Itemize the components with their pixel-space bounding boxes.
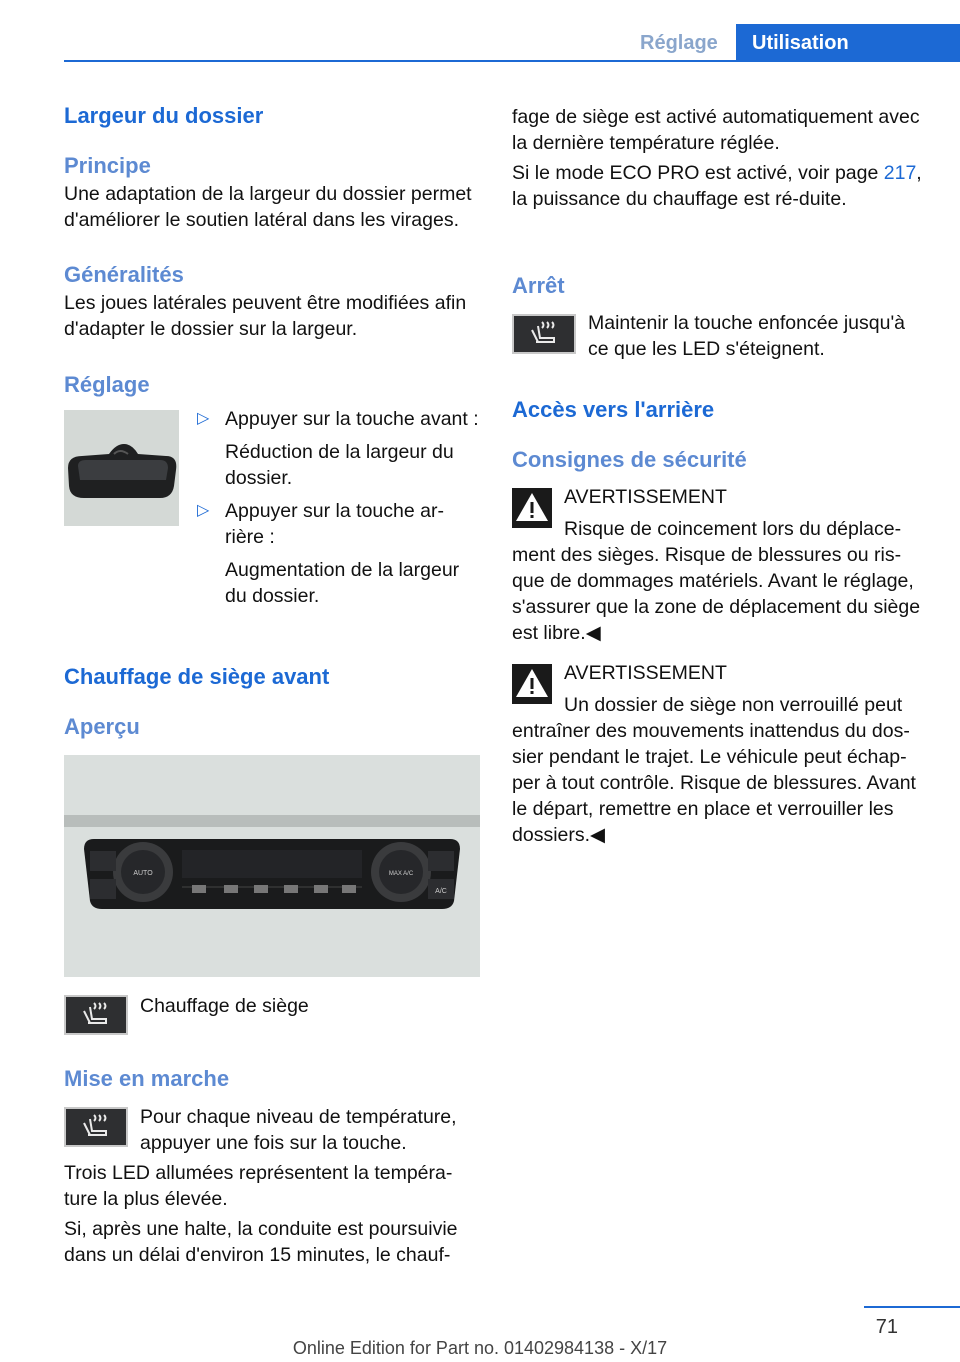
eco-pre: Si le mode ECO PRO est activé, voir page: [512, 162, 884, 184]
subsection-consignes: Consignes de sécurité: [512, 447, 747, 472]
warning-text: Risque de coincement lors du déplace‐ment des sièges. Risque de blessures ou ris‐que de dommages matériels. Avant le réglage, s'assurer que la zone de déplacement du siège est libre.◀: [512, 518, 921, 644]
marche-icon-text: Pour chaque niveau de température, appuyer une fois sur la touche.: [140, 1106, 457, 1154]
tab-reglage[interactable]: Réglage: [640, 32, 718, 54]
list-item: [197, 498, 480, 609]
triangle-bullet-icon: ▷: [197, 410, 210, 427]
chauffage-label: Chauffage de siège: [140, 995, 309, 1017]
reglage-list: [197, 406, 480, 609]
subsection-apercu: Aperçu: [64, 714, 140, 739]
section-title-largeur: Largeur du dossier: [64, 103, 264, 128]
section-title-acces: Accès vers l'arrière: [512, 397, 715, 422]
ac-label: A/C: [435, 888, 447, 895]
eco-pro-text: [512, 160, 932, 212]
halte-text: Si, après une halte, la conduite est poursuivie dans un délai d'environ 15 minutes, le chauf‐: [64, 1218, 458, 1266]
left-column: [64, 100, 480, 398]
header-rule: [64, 60, 960, 62]
principe-text: Une adaptation de la largeur du dossier permet d'améliorer le soutien latéral dans les virages.: [64, 183, 472, 231]
tab-utilisation[interactable]: Utilisation: [736, 24, 960, 62]
page-number: 71: [875, 1316, 898, 1338]
seat-heating-icon: [64, 1107, 128, 1147]
edition-footer: Online Edition for Part no. 01402984138 - X/17: [292, 1338, 668, 1358]
subsection-generalites: Généralités: [64, 262, 184, 287]
generalites-text: Les joues latérales peuvent être modifiées afin d'adapter le dossier sur la largeur.: [64, 292, 467, 340]
seat-heating-icon: [512, 314, 576, 354]
subsection-arret: Arrêt: [512, 273, 565, 298]
trois-led-text: Trois LED allumées représentent la tempéra‐ture la plus élevée.: [64, 1162, 453, 1210]
auto-label: AUTO: [133, 870, 153, 877]
eco-post: , la puissance du chauffage est ré‐duite.: [512, 162, 922, 210]
subsection-principe: Principe: [64, 153, 151, 178]
climate-control-panel-image: [64, 755, 480, 977]
seat-width-button-image: [64, 410, 179, 526]
page-link[interactable]: 217: [883, 162, 917, 184]
max-ac-label: MAX A/C: [388, 871, 414, 877]
warning-title: AVERTISSEMENT: [564, 486, 727, 508]
subsection-mise-en-marche: Mise en marche: [64, 1066, 230, 1091]
bullet-detail: Réduction de la largeur du dossier.: [225, 441, 454, 489]
seat-heating-icon: [64, 995, 128, 1035]
footer-rule: [864, 1306, 960, 1308]
bullet-label: Appuyer sur la touche avant :: [225, 408, 479, 430]
arret-text: Maintenir la touche enfoncée jusqu'à ce que les LED s'éteignent.: [588, 312, 906, 360]
triangle-bullet-icon: ▷: [197, 502, 210, 519]
subsection-reglage: Réglage: [64, 372, 150, 397]
warning-title: AVERTISSEMENT: [564, 662, 727, 684]
continued-text: fage de siège est activé automatiquement avec la dernière température réglée.: [512, 106, 920, 154]
list-item: [197, 406, 480, 491]
bullet-label: Appuyer sur la touche ar‐rière :: [225, 500, 444, 548]
warning-text: Un dossier de siège non verrouillé peut entraîner des mouvements inattendus du dos‐sier pendant le trajet. Le véhicule peut échap‐per à tout contrôle. Risque de blessures. Avant le départ, remettre en place et verrouiller les dossiers.◀: [512, 694, 916, 846]
section-title-chauffage: Chauffage de siège avant: [64, 664, 330, 689]
bullet-detail: Augmentation de la largeur du dossier.: [225, 559, 460, 607]
